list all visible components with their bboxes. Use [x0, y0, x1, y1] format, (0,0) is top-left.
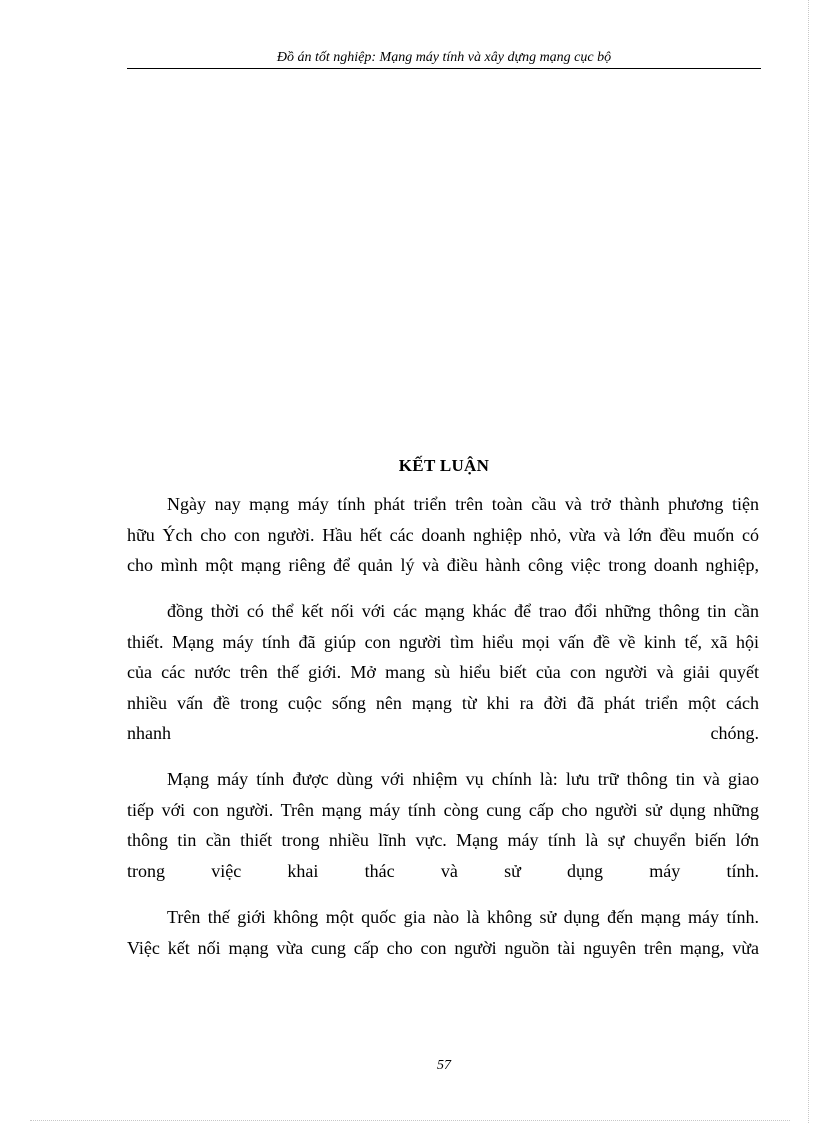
- word: thác: [364, 860, 395, 881]
- word: sử: [504, 860, 521, 881]
- text-line: Trên thế giới không một quốc gia nào là không sử dụng đến mạng máy tính.: [167, 907, 759, 927]
- text-line: Mạng máy tính được dùng với nhiệm vụ chính là: lưu trữ thông tin và giao: [167, 769, 759, 789]
- text-line: cho mình một mạng riêng để quản lý và điều hành công việc trong doanh nghiệp,: [127, 555, 759, 575]
- word: chóng.: [710, 723, 759, 743]
- word: trong: [127, 860, 165, 881]
- text-line: thiết. Mạng máy tính đã giúp con người tìm hiểu mọi vấn đề về kinh tế, xã hội: [127, 631, 759, 652]
- page-bottom-border: [30, 1120, 790, 1121]
- word: dụng: [567, 860, 604, 881]
- word: và: [440, 860, 458, 881]
- header-rule: [127, 68, 761, 69]
- paragraph-3: [127, 764, 759, 886]
- word: việc: [211, 860, 242, 881]
- text-line-justified: [127, 856, 759, 887]
- page-number: 57: [437, 1058, 451, 1073]
- text-line: hữu Ých cho con người. Hầu hết các doanh nghiệp nhỏ, vừa và lớn đều muốn có: [127, 524, 759, 545]
- word: tính.: [726, 860, 759, 881]
- text-line: đồng thời có thể kết nối với các mạng khác để trao đổi những thông tin cần: [167, 601, 759, 621]
- running-header: Đồ án tốt nghiệp: Mạng máy tính và xây dựng mạng cục bộ: [276, 50, 612, 65]
- text-line: nhiều vấn đề trong cuộc sống nên mạng từ khi ra đời đã phát triển một cách: [127, 692, 759, 713]
- word: khai: [287, 860, 319, 881]
- text-line: Việc kết nối mạng vừa cung cấp cho con người nguồn tài nguyên trên mạng, vừa: [127, 937, 759, 958]
- text-line: Ngày nay mạng máy tính phát triển trên toàn cầu và trở thành phương tiện: [167, 494, 759, 514]
- paragraph-1: [127, 489, 759, 581]
- page-right-border: [808, 0, 809, 1123]
- text-line: của các nước trên thế giới. Mở mang sù hiểu biết của con người và giải quyết: [127, 662, 759, 682]
- paragraph-2: [127, 596, 759, 749]
- word: máy: [649, 860, 681, 881]
- paragraph-4: [127, 902, 759, 963]
- word: nhanh: [127, 723, 171, 743]
- text-line: tiếp với con người. Trên mạng máy tính còng cung cấp cho người sử dụng những: [127, 799, 759, 820]
- text-line-justified: [127, 718, 759, 749]
- section-title: KẾT LUẬN: [398, 456, 490, 475]
- text-line: thông tin cần thiết trong nhiều lĩnh vực. Mạng máy tính là sự chuyển biến lớn: [127, 830, 759, 850]
